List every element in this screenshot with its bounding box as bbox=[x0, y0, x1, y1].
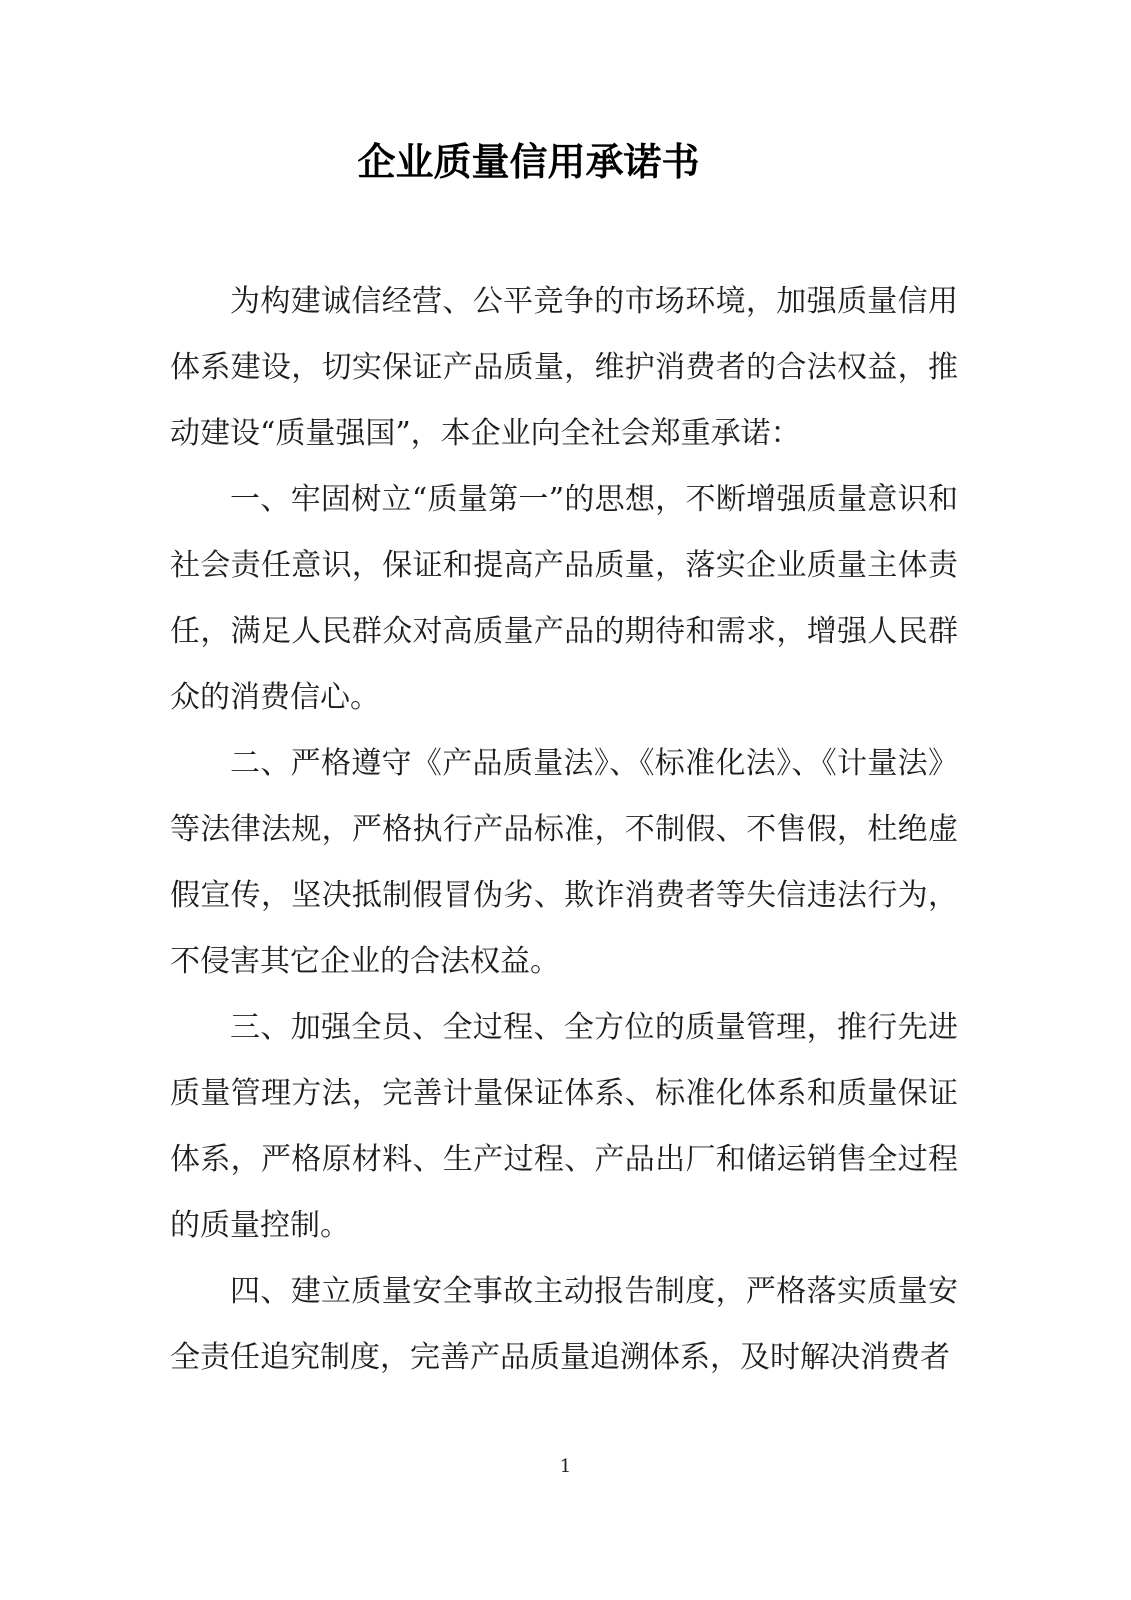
paragraph-item-4: 四、建立质量安全事故主动报告制度，严格落实质量安全责任追究制度，完善产品质量追溯体系，及时解决消费者 bbox=[170, 1274, 958, 1375]
paragraph-item-2: 二、严格遵守《产品质量法》、《标准化法》、《计量法》等法律法规，严格执行产品标准，不制假、不售假，杜绝虚假宣传，坚决抵制假冒伪劣、欺诈消费者等失信违法行为，不侵害其它企业的合法权益。 bbox=[170, 746, 958, 979]
paragraph-item-1: 一、牢固树立“质量第一”的思想，不断增强质量意识和社会责任意识，保证和提高产品质量，落实企业质量主体责任，满足人民群众对高质量产品的期待和需求，增强人民群众的消费信心。 bbox=[170, 482, 958, 715]
page-number: 1 bbox=[559, 1456, 572, 1477]
document-title: 企业质量信用承诺书 bbox=[357, 140, 700, 184]
document-body bbox=[170, 269, 958, 1391]
paragraph-intro: 为构建诚信经营、公平竞争的市场环境，加强质量信用体系建设，切实保证产品质量，维护消费者的合法权益，推动建设“质量强国”，本企业向全社会郑重承诺： bbox=[170, 284, 958, 451]
paragraph-item-3: 三、加强全员、全过程、全方位的质量管理，推行先进质量管理方法，完善计量保证体系、标准化体系和质量保证体系，严格原材料、生产过程、产品出厂和储运销售全过程的质量控制。 bbox=[170, 1010, 958, 1243]
